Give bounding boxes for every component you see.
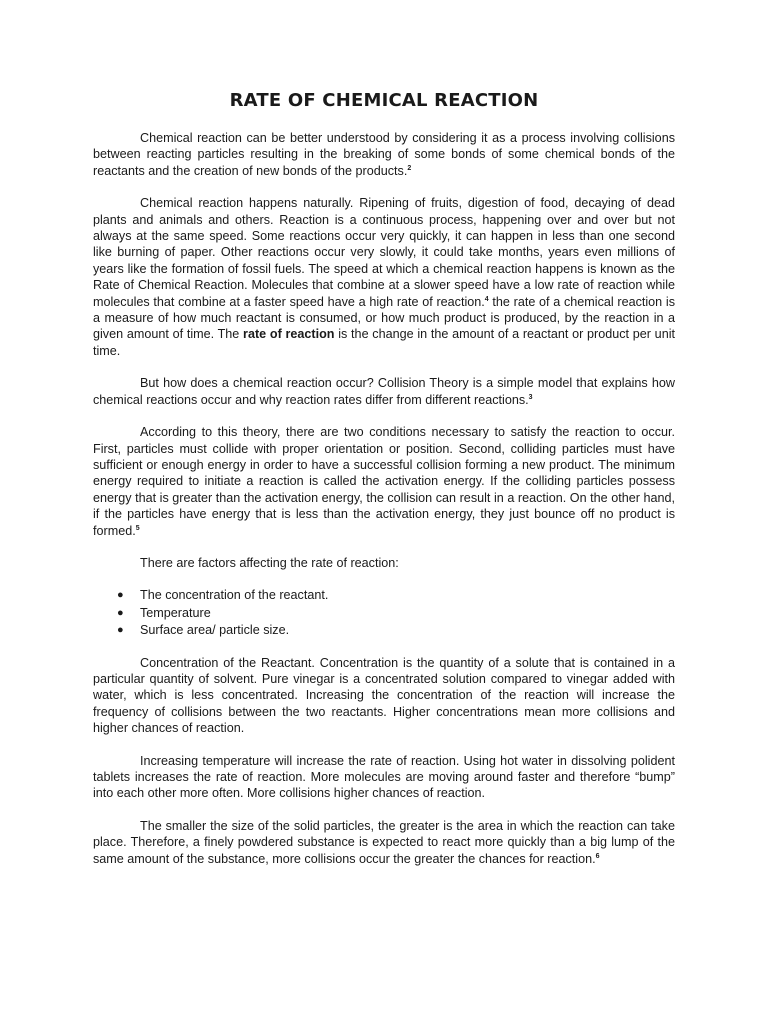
paragraph-text: Chemical reaction happens naturally. Ripening of fruits, digestion of food, decaying of dead plants and animals and others. Reaction is a continuous process, happening over and over but not always at the same speed. Some reactions occur very quickly, it can happen in less than one second like burning of paper. Other reactions occur very slowly, it could take months, years even millions of years like the formation of fossil fuels. The speed at which a chemical reaction happens is known as the Rate of Chemical Reaction. Molecules that combine at a slower speed have a low rate of reaction while molecules that combine at a faster speed have a high rate of reaction. [93,196,675,309]
footnote-ref: 2 [407,164,412,172]
paragraph-natural-reactions [93,195,675,359]
list-item-text: Surface area/ particle size. [140,623,290,638]
bullet-icon: ● [117,624,124,637]
list-item [93,587,675,603]
paragraph-surface-area [93,818,675,867]
paragraph-collision-theory [93,375,675,408]
footnote-ref: 4 [484,295,489,303]
list-item-text: The concentration of the reactant. [140,588,329,603]
list-item [93,605,675,621]
paragraph-text: There are factors affecting the rate of reaction: [140,555,399,570]
paragraph-text: Increasing temperature will increase the rate of reaction. Using hot water in dissolving polident tablets increases the rate of reaction. More molecules are moving around faster and therefore “bump” into each other more often. More collisions higher chances of reaction. [93,753,675,801]
paragraph-text: Concentration of the Reactant. Concentration is the quantity of a solute that is contained in a particular quantity of solvent. Pure vinegar is a concentrated solution compared to vinegar added with water, which is less concentrated. Increasing the concentration of the reaction will increase the frequency of collisions between the two reactants. Higher concentrations mean more collisions and higher chances of reaction. [93,655,675,736]
paragraph-text: is the change in the amount of a reactant or product per unit time. [93,327,675,358]
document-title: RATE OF CHEMICAL REACTION [229,90,539,111]
bullet-icon: ● [117,606,124,619]
bold-term: rate of reaction [243,327,335,342]
footnote-ref: 3 [528,393,533,401]
paragraph-conditions [93,424,675,539]
footnote-ref: 5 [135,524,140,532]
paragraph-text: Chemical reaction can be better understood by considering it as a process involving collisions between reacting particles resulting in the breaking of some bonds of some chemical bonds of the reactants and the creation of new bonds of the products. [93,131,675,178]
paragraph-text: But how does a chemical reaction occur? Collision Theory is a simple model that explains how chemical reactions occur and why reaction rates differ from different reactions. [93,376,675,407]
list-item-text: Temperature [140,605,211,620]
paragraph-concentration [93,655,675,737]
paragraph-text: According to this theory, there are two conditions necessary to satisfy the reaction to occur. First, particles must collide with proper orientation or position. Second, colliding particles must have sufficient or enough energy in order to have a successful collision forming a new product. The minimum energy required to initiate a reaction is called the activation energy. If the colliding particles possess energy that is greater than the activation energy, the collision can result in a reaction. On the other hand, if the particles have energy that is less than the activation energy, they just bounce off no product is formed. [93,425,675,538]
paragraph-temperature [93,753,675,802]
footnote-ref: 6 [595,852,600,860]
bullet-icon: ● [117,589,124,602]
factors-list [93,587,675,638]
paragraph-factors-intro [93,555,675,571]
paragraph-text: the rate of a chemical reaction is a measure of how much reactant is consumed, or how much product is produced, by the reaction in a given amount of time. The [93,294,675,342]
paragraph-intro [93,130,675,179]
paragraph-text: The smaller the size of the solid particles, the greater is the area in which the reaction can take place. Therefore, a finely powdered substance is expected to react more quickly than a big lump of the same amount of the substance, more collisions occur the greater the chances for reaction. [93,818,675,866]
list-item [93,622,675,638]
document-body [93,130,675,883]
